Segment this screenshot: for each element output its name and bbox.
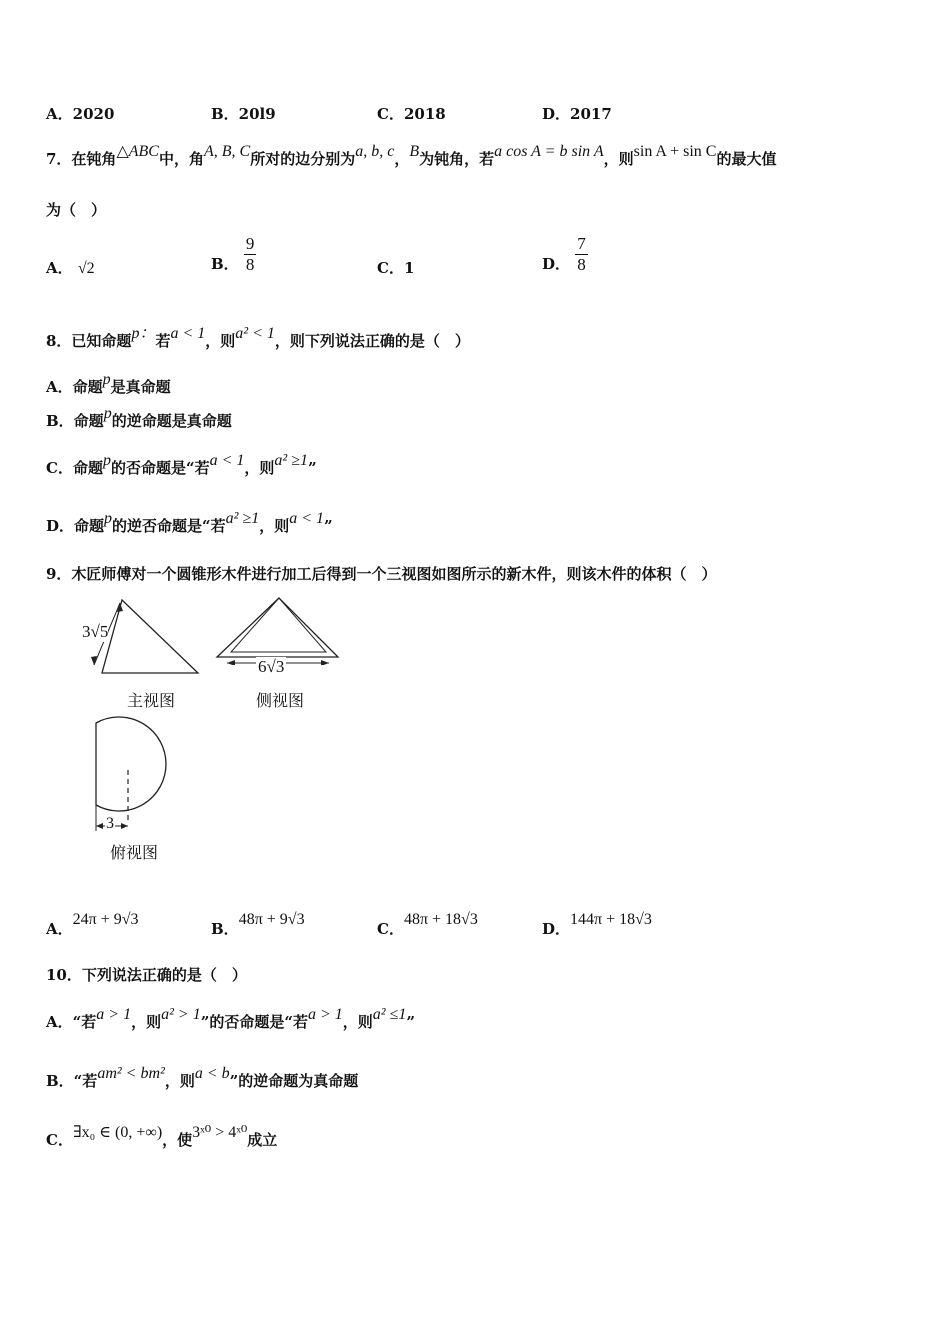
q10-option-c-text-3: 成立: [247, 1131, 278, 1149]
side-view-figure: [213, 595, 343, 665]
top-view-label: 俯视图: [110, 843, 159, 862]
q7-text-1: 中，角: [158, 150, 204, 168]
q9-option-c-value: 48π + 18√3: [403, 911, 478, 928]
q9-option-c-label: C．: [377, 920, 404, 938]
q10-option-b-text-3: ”的逆命题为真命题: [229, 1072, 359, 1090]
q8-option-b: [46, 405, 232, 431]
q10-option-b-text-2: ，则: [164, 1072, 195, 1090]
q7-expression: sin A + sin C: [633, 143, 717, 160]
q7-option-a: [46, 257, 95, 278]
q10-option-b-cond-2: a < b: [194, 1065, 230, 1082]
q10-option-c: [46, 1124, 278, 1150]
q8-option-c-cond-2: a² ≥1: [274, 452, 308, 469]
q9-option-a: [46, 911, 139, 939]
q9-option-b-value: 48π + 9√3: [238, 911, 305, 928]
q6-option-b: B．20l9: [211, 105, 276, 123]
q10-option-a-cond-4: a² ≤1: [372, 1006, 407, 1023]
q7-comma: ，: [394, 150, 410, 168]
q7-angles: A, B, C: [203, 143, 251, 160]
q8-p: p：: [131, 325, 156, 342]
q10-option-b-text-1: B．“若: [46, 1072, 98, 1090]
q8-option-d-p: p: [104, 510, 113, 527]
q8-option-b-p: p: [103, 405, 112, 422]
q8-text-2: 若: [155, 332, 171, 350]
q8-option-c-text-3: ，则: [244, 459, 275, 477]
q7-text-2: 所对的边分别为: [250, 150, 356, 168]
side-view-outer-triangle: [217, 598, 338, 657]
q7-text-3: 为钝角，若: [419, 150, 495, 168]
q9-option-d-value: 144π + 18√3: [570, 911, 652, 928]
q9-option-d-label: D．: [542, 920, 571, 938]
q10-option-a-cond-3: a > 1: [307, 1006, 343, 1023]
q8-option-a-p: p: [102, 371, 111, 388]
q8-option-c-text-4: ”: [307, 459, 317, 477]
q8-option-b-text-2: 的逆命题是真命题: [111, 412, 232, 430]
q8-option-d-text-1: D．命题: [46, 517, 105, 535]
q10-option-b: [46, 1065, 359, 1091]
q7-condition: a cos A = b sin A: [494, 143, 604, 160]
q8-text-1: 8．已知命题: [46, 332, 132, 350]
q7-option-a-value: √2: [77, 260, 95, 277]
q8-option-d-text-2: 的逆否命题是“若: [112, 517, 226, 535]
q10-option-a-cond-2: a² > 1: [161, 1006, 201, 1023]
q7-sides: a, b, c: [355, 143, 395, 160]
side-view-dimension: 6√3: [258, 657, 285, 676]
q9-option-b: [211, 911, 305, 939]
q7-option-b-numerator: 9: [245, 234, 255, 253]
q7-option-d-numerator: 7: [577, 234, 586, 253]
q8-option-a-text-2: 是真命题: [110, 378, 171, 396]
q8-option-d-cond-1: a² ≥1: [225, 510, 260, 527]
q9-stem: 9．木匠师傅对一个圆锥形木件进行加工后得到一个三视图如图所示的新木件，则该木件的体积（ ）: [46, 565, 717, 583]
side-view-label: 侧视图: [256, 691, 305, 710]
q8-option-a: [46, 371, 171, 397]
q8-text-3: ，则: [205, 332, 236, 350]
q9-option-c: [377, 911, 478, 939]
q10-option-a: [46, 1006, 415, 1032]
q6-option-c: C．2018: [377, 105, 446, 123]
q8-option-d-cond-2: a < 1: [289, 510, 325, 527]
q7-option-d-label: D．: [542, 254, 571, 273]
q7-text-4: ，则: [603, 150, 634, 168]
side-view-inner-triangle: [231, 598, 326, 652]
q7-number: 7．在钝角: [46, 150, 117, 168]
q10-option-c-text-2: ，使: [162, 1131, 193, 1149]
top-view-arrow-left: [96, 823, 103, 829]
q8-option-b-text-1: B．命题: [46, 412, 104, 430]
q7-option-a-label: A．: [46, 259, 73, 277]
q8-option-d: [46, 510, 333, 536]
top-view-figure: [88, 715, 188, 835]
q7-stem-line2: 为（ ）: [46, 201, 107, 219]
q10-stem: 10．下列说法正确的是（ ）: [46, 966, 247, 984]
q8-option-a-text-1: A．命题: [46, 378, 103, 396]
q7-b: B: [409, 143, 420, 160]
q6-option-d: D．2017: [542, 105, 612, 123]
q10-option-c-text-1: C．: [46, 1131, 73, 1149]
q8-option-c-text-1: C．命题: [46, 459, 103, 477]
q7-option-d: [542, 234, 588, 275]
q9-option-b-label: B．: [211, 920, 239, 938]
q10-option-a-text-1: A．“若: [46, 1013, 97, 1031]
q10-option-a-text-4: ，则: [342, 1013, 373, 1031]
q10-option-a-cond-1: a > 1: [96, 1006, 132, 1023]
top-view-arrow-right: [121, 823, 128, 829]
front-view-label: 主视图: [127, 691, 176, 710]
q10-option-a-text-3: ”的否命题是“若: [200, 1013, 308, 1031]
q7-option-b: [211, 234, 256, 275]
q8-text-4: ，则下列说法正确的是（ ）: [274, 332, 470, 350]
front-view-dimension: 3√5: [82, 622, 109, 641]
q8-stem: [46, 325, 470, 351]
q7-option-b-fraction: [244, 234, 257, 275]
q8-option-c-p: p: [102, 452, 111, 469]
q7-option-c: C．1: [377, 259, 415, 277]
q6-option-a: A．2020: [46, 105, 115, 123]
q9-option-d: [542, 911, 652, 939]
q7-option-b-denominator: 8: [245, 255, 255, 274]
q10-option-a-text-2: ，则: [131, 1013, 162, 1031]
q7-text-5: 的最大值: [716, 150, 777, 168]
q8-option-c: [46, 452, 317, 478]
q8-cond-2: a² < 1: [235, 325, 275, 342]
q9-option-a-label: A．: [46, 920, 73, 938]
q7-option-b-label: B．: [211, 254, 239, 273]
q10-option-b-cond-1: am² < bm²: [97, 1065, 165, 1082]
q8-option-d-text-4: ”: [324, 517, 333, 535]
q7-option-d-denominator: 8: [577, 255, 586, 274]
q8-option-c-cond-1: a < 1: [209, 452, 245, 469]
q8-option-d-text-3: ，则: [259, 517, 290, 535]
q7-triangle: △ABC: [116, 143, 159, 160]
q8-option-c-text-2: 的否命题是“若: [110, 459, 210, 477]
top-view-dimension: 3: [106, 815, 114, 832]
q7-stem: [46, 143, 777, 169]
q8-cond-1: a < 1: [170, 325, 206, 342]
top-view-outline: [96, 717, 166, 811]
q7-option-d-fraction: [575, 234, 588, 275]
q10-option-a-text-5: ”: [406, 1013, 415, 1031]
q10-option-c-cond-1: ∃x₀ ∈ (0, +∞): [72, 1124, 163, 1141]
q9-option-a-value: 24π + 9√3: [72, 911, 139, 928]
q10-option-c-cond-2: 3ˣ⁰ > 4ˣ⁰: [192, 1124, 248, 1141]
